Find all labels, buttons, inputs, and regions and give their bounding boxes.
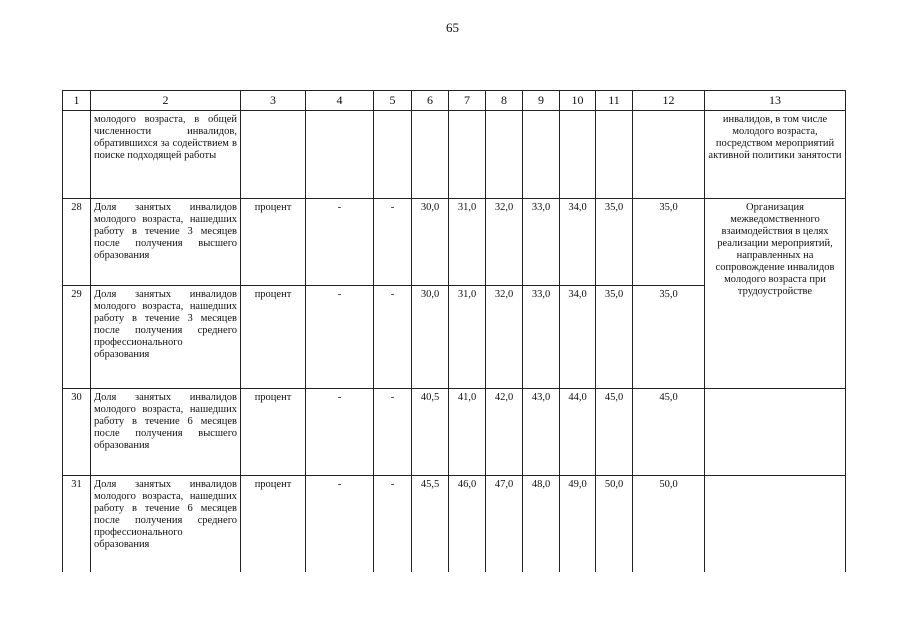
cell-empty [633, 111, 705, 199]
table-row [63, 199, 846, 286]
row-c7: 46,0 [449, 476, 486, 573]
row-c12: 35,0 [633, 199, 705, 286]
cell-empty [63, 111, 91, 199]
row-description: Доля занятых инвалидов молодого возраста, нашедших работу в течение 3 месяцев после получения среднего профессионального образования [91, 286, 241, 389]
row-c7: 41,0 [449, 389, 486, 476]
row-unit: процент [241, 286, 306, 389]
cell-empty [705, 476, 846, 573]
row-c4: - [306, 476, 374, 573]
header-cell: 11 [596, 91, 633, 111]
cell-empty [560, 111, 596, 199]
row-c10: 44,0 [560, 389, 596, 476]
cell-empty [596, 111, 633, 199]
row-c11: 35,0 [596, 286, 633, 389]
header-cell: 9 [523, 91, 560, 111]
row-c10: 34,0 [560, 286, 596, 389]
header-cell: 5 [374, 91, 412, 111]
row-c9: 48,0 [523, 476, 560, 573]
header-cell: 3 [241, 91, 306, 111]
header-cell: 7 [449, 91, 486, 111]
row-number: 30 [63, 389, 91, 476]
merged-note: Организация межведомственного взаимодействия в целях реализации мероприятий, направленных на сопровождение инвалидов молодого возраста при трудоустройстве [705, 199, 846, 389]
row-number: 28 [63, 199, 91, 286]
row-c12: 50,0 [633, 476, 705, 573]
row-unit: процент [241, 389, 306, 476]
row-c9: 43,0 [523, 389, 560, 476]
row-description: Доля занятых инвалидов молодого возраста, нашедших работу в течение 3 месяцев после получения высшего образования [91, 199, 241, 286]
cell-empty [306, 111, 374, 199]
table-row [63, 476, 846, 573]
row-unit: процент [241, 476, 306, 573]
continuation-description: молодого возраста, в общей численности инвалидов, обратившихся за содействием в поиске подходящей работы [91, 111, 241, 199]
table-row [63, 389, 846, 476]
row-c5: - [374, 199, 412, 286]
header-cell: 4 [306, 91, 374, 111]
cell-empty [523, 111, 560, 199]
row-c7: 31,0 [449, 199, 486, 286]
table-row-continuation [63, 111, 846, 199]
row-c8: 32,0 [486, 199, 523, 286]
row-c5: - [374, 476, 412, 573]
header-row [63, 91, 846, 111]
row-c5: - [374, 389, 412, 476]
header-cell: 12 [633, 91, 705, 111]
cell-empty [486, 111, 523, 199]
row-c6: 45,5 [412, 476, 449, 573]
cell-empty [412, 111, 449, 199]
cell-empty [449, 111, 486, 199]
row-description: Доля занятых инвалидов молодого возраста, нашедших работу в течение 6 месяцев после получения среднего профессионального образования [91, 476, 241, 573]
continuation-note: инвалидов, в том числе молодого возраста, посредством мероприятий активной политики занятости [705, 111, 846, 199]
row-c8: 32,0 [486, 286, 523, 389]
row-c10: 49,0 [560, 476, 596, 573]
row-unit: процент [241, 199, 306, 286]
cell-empty [374, 111, 412, 199]
row-c9: 33,0 [523, 199, 560, 286]
row-c11: 50,0 [596, 476, 633, 573]
cell-empty [705, 389, 846, 476]
row-c10: 34,0 [560, 199, 596, 286]
row-number: 31 [63, 476, 91, 573]
row-c11: 45,0 [596, 389, 633, 476]
header-cell: 8 [486, 91, 523, 111]
row-c4: - [306, 199, 374, 286]
header-cell: 2 [91, 91, 241, 111]
row-c7: 31,0 [449, 286, 486, 389]
row-number: 29 [63, 286, 91, 389]
row-c4: - [306, 389, 374, 476]
header-cell: 1 [63, 91, 91, 111]
indicators-table [62, 90, 846, 572]
row-c6: 30,0 [412, 199, 449, 286]
header-cell: 10 [560, 91, 596, 111]
row-c8: 42,0 [486, 389, 523, 476]
row-c4: - [306, 286, 374, 389]
row-c5: - [374, 286, 412, 389]
row-c6: 30,0 [412, 286, 449, 389]
row-c9: 33,0 [523, 286, 560, 389]
row-c8: 47,0 [486, 476, 523, 573]
row-c11: 35,0 [596, 199, 633, 286]
cell-empty [241, 111, 306, 199]
row-description: Доля занятых инвалидов молодого возраста, нашедших работу в течение 6 месяцев после получения высшего образования [91, 389, 241, 476]
page-number: 65 [446, 20, 459, 35]
row-c6: 40,5 [412, 389, 449, 476]
row-c12: 45,0 [633, 389, 705, 476]
header-cell: 13 [705, 91, 846, 111]
header-cell: 6 [412, 91, 449, 111]
row-c12: 35,0 [633, 286, 705, 389]
